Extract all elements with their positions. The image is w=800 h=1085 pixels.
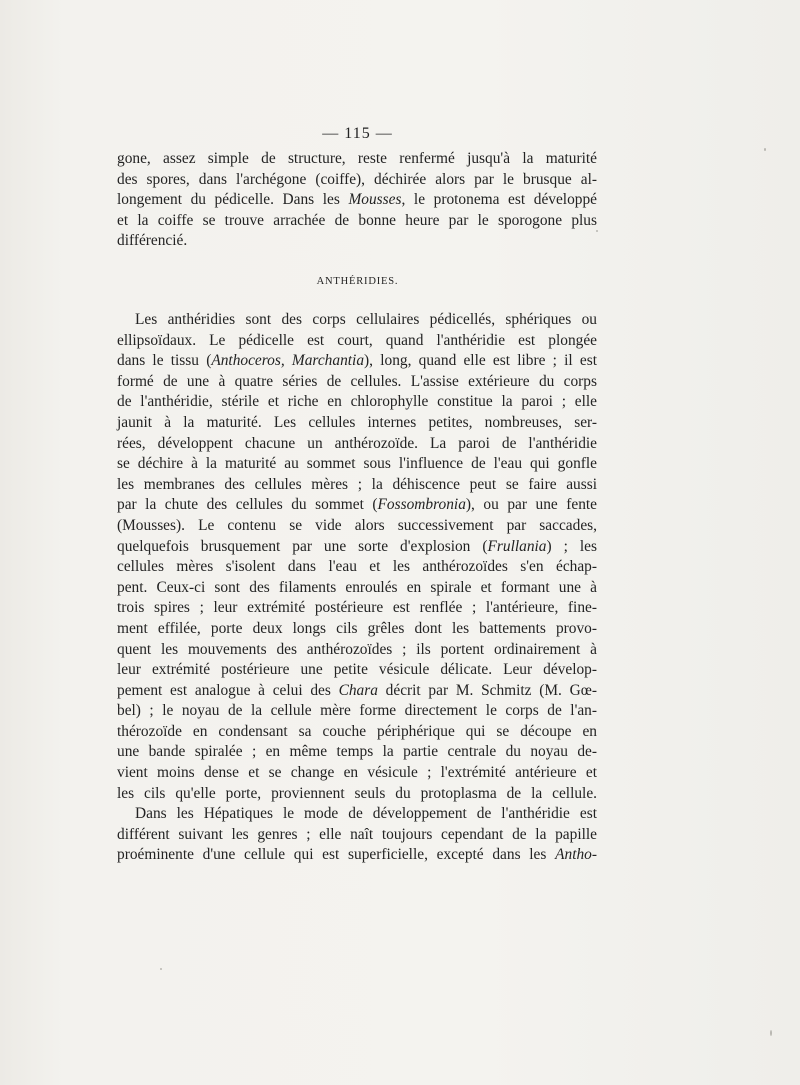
text-line: bel) ; le noyau de la cellule mère forme directement le corps de l'an- (117, 702, 597, 720)
text-line: ment effilée, porte deux longs cils grêles dont les battements provo- (117, 619, 597, 637)
text-line: par la chute des cellules du sommet (Fossombronia), ou par une fente (117, 496, 597, 514)
text-line: différent suivant les genres ; elle naît toujours cependant de la papille (117, 825, 597, 843)
paper-speck (770, 1030, 772, 1036)
text-line: les membranes des cellules mères ; la déhiscence peut se faire aussi (117, 475, 597, 493)
text-line: différencié. (117, 232, 188, 250)
text-line: des spores, dans l'archégone (coiffe), déchirée alors par le brusque al- (117, 170, 597, 188)
text-line: pent. Ceux-ci sont des filaments enroulés en spirale et formant une à (117, 578, 597, 596)
text-line: pement est analogue à celui des Chara décrit par M. Schmitz (M. Gœ- (117, 681, 597, 699)
text-line: gone, assez simple de structure, reste renfermé jusqu'à la maturité (117, 150, 597, 167)
paragraph-continuation (117, 149, 597, 252)
text-line: trois spires ; leur extrémité postérieure est renflée ; l'antérieure, fine- (117, 599, 597, 617)
text-line: longement du pédicelle. Dans les Mousses, le protonema est développé (117, 191, 597, 209)
text-line: formé de une à quatre séries de cellules. L'assise extérieure du corps (117, 372, 597, 390)
text-line: (Mousses). Le contenu se vide alors successivement par saccades, (117, 516, 597, 534)
section-title: ANTHÉRIDIES. (316, 276, 399, 287)
paper-speck (764, 148, 766, 151)
text-line: cellules mères s'isolent dans l'eau et les anthérozoïdes s'en échap- (117, 558, 597, 576)
text-line: leur extrémité postérieure une petite vésicule délicate. Leur dévelop- (117, 661, 597, 679)
text-line: proéminente d'une cellule qui est superficielle, excepté dans les Antho- (117, 846, 597, 864)
text-line: dans le tissu (Anthoceros, Marchantia), long, quand elle est libre ; il est (117, 352, 598, 370)
text-line: jaunit à la maturité. Les cellules internes petites, nombreuses, ser- (117, 413, 597, 431)
text-line: Les anthéridies sont des corps cellulaires pédicellés, sphériques ou (135, 311, 597, 328)
text-line: rées, développent chacune un anthérozoïde. La paroi de l'anthéridie (117, 434, 597, 452)
text-line: thérozoïde en condensant sa couche périphérique qui se découpe en (117, 722, 597, 740)
page-number: — 115 — (322, 125, 393, 142)
paper-speck (596, 230, 598, 232)
text-line: ellipsoïdaux. Le pédicelle est court, quand l'anthéridie est plongée (117, 331, 597, 349)
text-line: quelquefois brusquement par une sorte d'explosion (Frullania) ; les (117, 537, 597, 555)
text-line: vient moins dense et se change en vésicule ; l'extrémité antérieure et (117, 764, 597, 782)
paper-speck (160, 968, 162, 970)
text-line: une bande spiralée ; en même temps la partie centrale du noyau de- (117, 743, 597, 761)
text-line: les cils qu'elle porte, proviennent seuls du protoplasma de la cellule. (117, 784, 597, 802)
text-line: Dans les Hépatiques le mode de développement de l'anthéridie est (135, 805, 597, 823)
text-line: de l'anthéridie, stérile et riche en chlorophylle constitue la paroi ; elle (117, 393, 597, 411)
paragraph-antheridies (117, 310, 597, 866)
text-line: et la coiffe se trouve arrachée de bonne heure par le sporogone plus (117, 211, 597, 229)
text-line: quent les mouvements des anthérozoïdes ; ils portent ordinairement à (117, 640, 597, 658)
text-line: se déchire à la maturité au sommet sous l'influence de l'eau qui gonfle (117, 455, 597, 473)
